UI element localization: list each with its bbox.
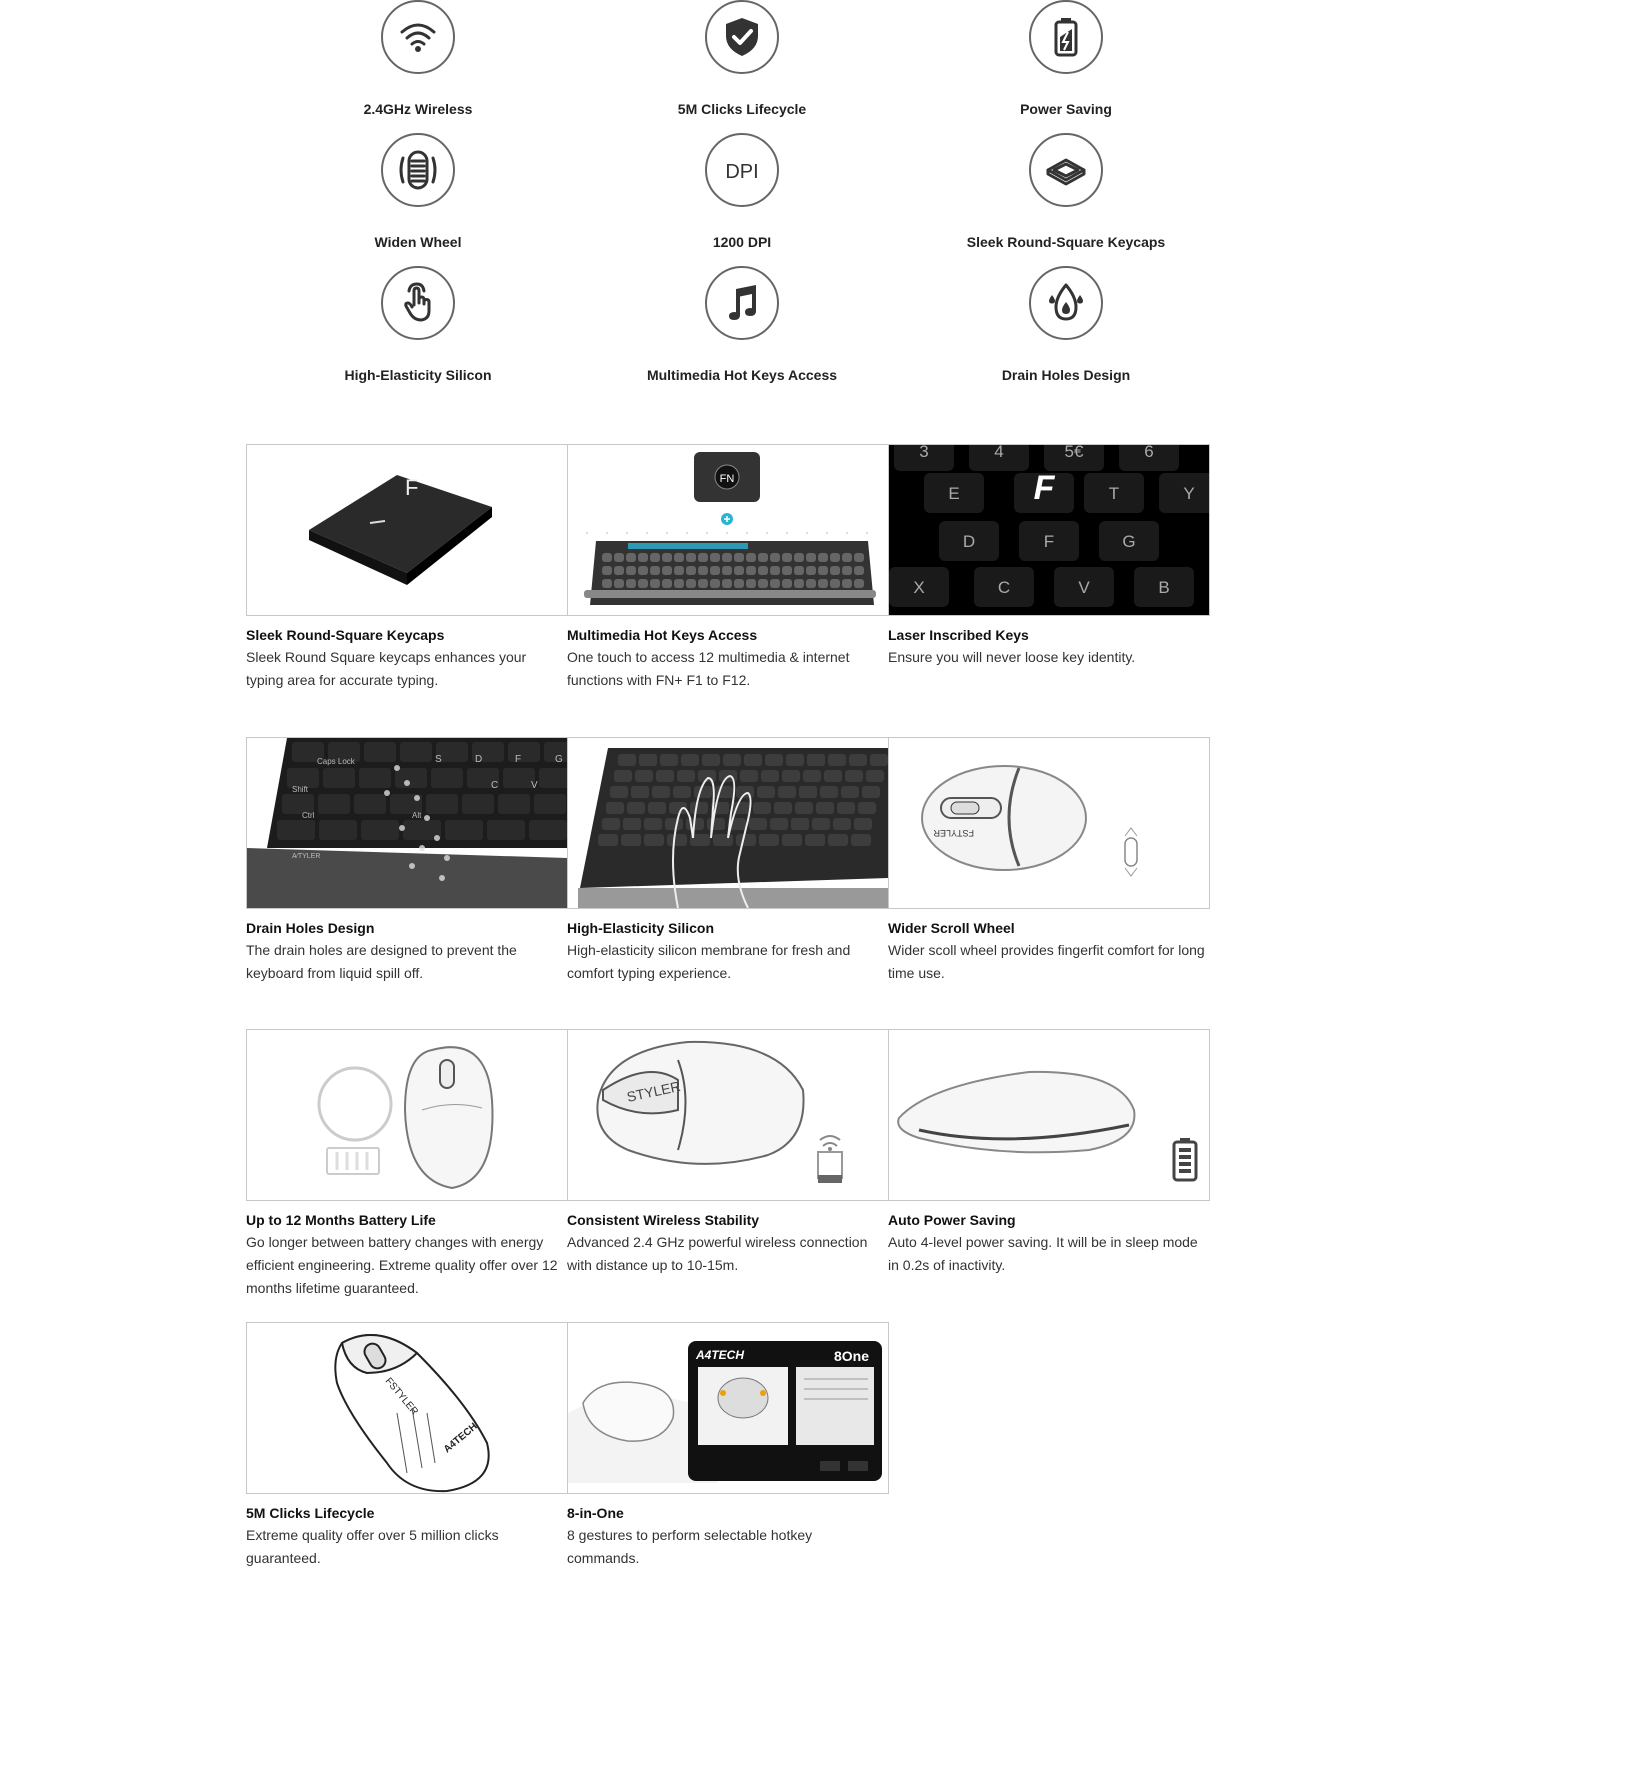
keyboard-fn-image [567,444,889,616]
key-legend: X [913,578,925,597]
mouse-scroll-image [888,737,1210,909]
product-logo-text: 8One [834,1348,870,1364]
wifi-icon [381,0,455,74]
scroll-wheel-icon [381,133,455,207]
feature-card [567,737,889,985]
feature-label: Widen Wheel [374,234,462,250]
key-legend: F [1033,469,1055,507]
key-legend: G [1122,532,1136,551]
card-description: Extreme quality offer over 5 million clicks guaranteed. [246,1527,499,1566]
mouse-power-image [888,1029,1210,1201]
shield-check-icon [705,0,779,74]
water-drops-icon [1029,266,1103,340]
drain-holes-image [246,737,568,909]
card-title: Consistent Wireless Stability [567,1212,760,1228]
key-legend: C [997,578,1011,597]
key-legend: F [1043,532,1055,551]
key-legend: G [555,754,563,765]
key-legend: E [948,484,960,503]
feature-label: Sleek Round-Square Keycaps [966,234,1166,250]
feature-label: Power Saving [1020,101,1112,117]
svg-text:FSTYLER: FSTYLER [933,828,974,838]
feature-card [246,1029,568,1300]
feature-item [592,266,892,383]
laser-keys-image [888,444,1210,616]
feature-label: 5M Clicks Lifecycle [677,101,807,117]
key-legend: A⁄TYLER [292,853,321,860]
key-legend: D [962,532,976,551]
card-title: Multimedia Hot Keys Access [567,627,758,643]
feature-card [246,1322,568,1570]
key-legend: Alt [412,811,422,820]
card-title: Laser Inscribed Keys [888,627,1029,643]
key-legend: D [475,754,483,765]
feature-item [916,0,1216,117]
card-description: Go longer between battery changes with energy efficient engineering. Extreme quality offer over 12 months lifetime guaranteed. [246,1234,558,1296]
feature-card [888,1029,1210,1277]
feature-label: 2.4GHz Wireless [363,101,473,117]
music-note-icon [705,266,779,340]
fn-key-label: FN [719,473,735,485]
key-legend: 3 [919,445,929,461]
feature-card [246,444,568,692]
card-description: One touch to access 12 multimedia & internet functions with FN+ F1 to F12. [567,649,850,688]
key-legend: S [435,754,442,765]
card-description: The drain holes are designed to prevent the keyboard from liquid spill off. [246,942,517,981]
key-legend: T [1108,484,1120,503]
key-legend: Caps Lock [317,757,355,766]
mouse-sketch-image [246,1322,568,1494]
card-description: Sleek Round Square keycaps enhances your typing area for accurate typing. [246,649,527,688]
card-title: Drain Holes Design [246,920,375,936]
card-description: Advanced 2.4 GHz powerful wireless connection with distance up to 10-15m. [567,1234,868,1273]
feature-card [246,737,568,985]
feature-item [268,266,568,383]
key-legend: Y [1183,484,1195,503]
dpi-icon [705,133,779,207]
card-title: Auto Power Saving [888,1212,1016,1228]
feature-card [888,444,1210,669]
keycap-f-image [246,444,568,616]
key-legend: 6 [1144,445,1154,461]
feature-label: High-Elasticity Silicon [344,367,492,383]
feature-item [916,266,1216,383]
card-description: High-elasticity silicon membrane for fresh and comfort typing experience. [567,942,851,981]
feature-label: 1200 DPI [712,234,772,250]
feature-label: Drain Holes Design [1001,367,1131,383]
brand-text: A4TECH [696,1348,745,1362]
feature-item [268,133,568,250]
battery-icon [1029,0,1103,74]
brand-text: A4TECH [441,1421,480,1456]
key-legend: Shift [292,785,309,794]
svg-text:STYLER: STYLER [625,1077,682,1105]
card-title: Sleek Round-Square Keycaps [246,627,445,643]
key-legend: B [1158,578,1170,597]
feature-item [268,0,568,117]
feature-item [592,133,892,250]
key-legend: Ctrl [302,811,315,820]
feature-label: Multimedia Hot Keys Access [646,367,838,383]
card-title: 5M Clicks Lifecycle [246,1505,375,1521]
silicon-hand-image [567,737,889,909]
card-description: Auto 4-level power saving. It will be in sleep mode in 0.2s of inactivity. [888,1234,1198,1273]
feature-card [888,737,1210,985]
card-description: 8 gestures to perform selectable hotkey commands. [567,1527,813,1566]
key-legend: F [515,754,522,765]
feature-card [567,1029,889,1277]
feature-item [916,133,1216,250]
key-legend: 5€ [1064,445,1084,461]
feature-card [567,444,889,692]
software-8in1-image [567,1322,889,1494]
feature-card [567,1322,889,1570]
key-legend: F [405,475,419,500]
finger-touch-icon [381,266,455,340]
mouse-battery-image [246,1029,568,1201]
key-legend: 4 [994,445,1004,461]
card-title: Wider Scroll Wheel [888,920,1015,936]
key-legend: V [1078,578,1090,597]
card-description: Ensure you will never loose key identity. [888,649,1136,665]
keycap-icon [1029,133,1103,207]
card-title: 8-in-One [567,1505,624,1521]
card-title: High-Elasticity Silicon [567,920,715,936]
key-legend: V [531,780,538,791]
dpi-text: DPI [725,161,759,183]
mouse-wireless-image [567,1029,889,1201]
feature-item [592,0,892,117]
key-legend: C [491,780,499,791]
card-description: Wider scoll wheel provides fingerfit comfort for long time use. [888,942,1205,981]
svg-text:FSTYLER: FSTYLER [382,1375,421,1418]
card-title: Up to 12 Months Battery Life [246,1212,436,1228]
